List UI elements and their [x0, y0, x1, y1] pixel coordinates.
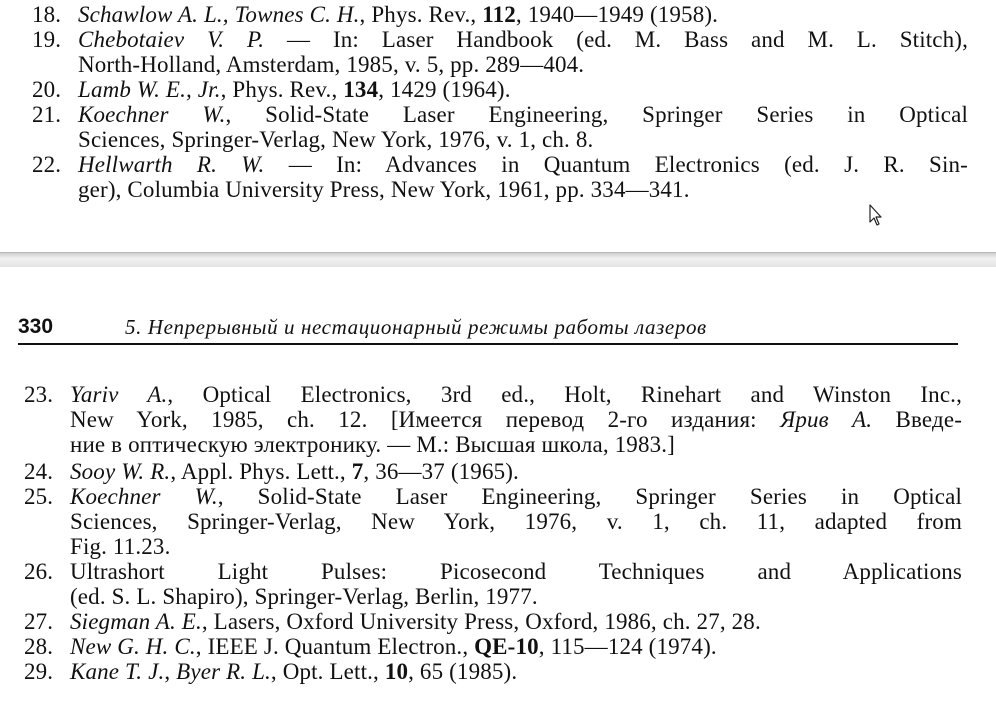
- reference-text: North-Holland, Amsterdam, 1985, v. 5, pp. 289—404.: [78, 52, 585, 77]
- reference-number: 20.: [32, 77, 62, 102]
- reference-text: ,: [164, 659, 177, 684]
- reference-number: 19.: [32, 27, 62, 52]
- reference-entry: [24, 559, 962, 609]
- reference-line: [70, 382, 962, 407]
- volume-number: 10: [384, 659, 409, 684]
- reference-text: , 36—37 (1965).: [363, 459, 519, 484]
- author-name: Hellwarth R. W.: [78, 152, 265, 177]
- reference-line: [70, 534, 962, 559]
- reference-entry: [24, 659, 962, 684]
- author-name: Sooy W. R.: [70, 459, 171, 484]
- reference-line: [78, 152, 968, 177]
- reference-text: , Phys. Rev.,: [220, 77, 344, 102]
- author-name: Ярив А.: [780, 407, 873, 432]
- reference-entry: [32, 152, 968, 202]
- running-header-title: 5. Непрерывный и нестационарный режимы работы лазеров: [125, 315, 707, 339]
- arrow-cursor-icon: [868, 204, 884, 228]
- reference-line: [70, 459, 962, 484]
- reference-text: — In: Laser Handbook (ed. M. Bass and M. L. Stitch),: [264, 27, 968, 52]
- reference-line: [78, 102, 968, 127]
- reference-entry: [24, 459, 962, 484]
- reference-text: , 1940—1949 (1958).: [515, 2, 719, 27]
- reference-text: Ultrashort Light Pulses: Picosecond Techniques and Applications: [70, 559, 962, 584]
- reference-number: 21.: [32, 102, 62, 127]
- author-name: Koechner W.: [70, 484, 218, 509]
- author-name: Byer R. L.: [176, 659, 271, 684]
- volume-number: 112: [482, 2, 516, 27]
- page-separator: [0, 252, 996, 268]
- reference-number: 18.: [32, 2, 62, 27]
- reference-line: [70, 609, 962, 634]
- author-name: Kane T. J.: [70, 659, 165, 684]
- author-name: Yariv A.: [70, 382, 168, 407]
- reference-text: , Optical Electronics, 3rd ed., Holt, Rinehart and Winston Inc.,: [167, 382, 962, 407]
- reference-text: ger), Columbia University Press, New York, 1961, pp. 334—341.: [78, 177, 690, 202]
- reference-text: , Phys. Rev.,: [359, 2, 483, 27]
- reference-entry: [24, 382, 962, 457]
- reference-text: Введе-: [872, 407, 963, 432]
- author-name: Schawlow A. L., Townes C. H.: [78, 2, 360, 27]
- reference-line: [70, 559, 962, 584]
- reference-text: , Appl. Phys. Lett.,: [170, 459, 352, 484]
- reference-text: , Solid-State Laser Engineering, Springer Series in Optical: [225, 102, 968, 127]
- reference-line: [78, 177, 968, 202]
- reference-line: [70, 432, 962, 457]
- reference-line: [78, 27, 968, 52]
- reference-line: [70, 659, 962, 684]
- reference-text: , IEEE J. Quantum Electron.,: [195, 634, 475, 659]
- volume-number: 7: [351, 459, 364, 484]
- reference-line: [78, 2, 968, 27]
- reference-number: 22.: [32, 152, 62, 177]
- reference-number: 27.: [24, 609, 54, 634]
- reference-line: [70, 634, 962, 659]
- reference-number: 29.: [24, 659, 54, 684]
- reference-line: [70, 509, 962, 534]
- reference-line: [70, 407, 962, 432]
- running-header: [18, 313, 958, 345]
- reference-number: 24.: [24, 459, 54, 484]
- reference-entry: [24, 609, 962, 634]
- reference-line: [70, 584, 962, 609]
- author-name: New G. H. C.: [70, 634, 196, 659]
- reference-line: [70, 484, 962, 509]
- reference-entry: [24, 484, 962, 559]
- author-name: Lamb W. E., Jr.: [78, 77, 221, 102]
- reference-line: [78, 52, 968, 77]
- reference-number: 28.: [24, 634, 54, 659]
- reference-entry: [32, 27, 968, 77]
- author-name: Koechner W.: [78, 102, 226, 127]
- reference-line: [78, 77, 968, 102]
- page-number: 330: [18, 315, 54, 338]
- reference-text: , 1429 (1964).: [378, 77, 511, 102]
- reference-text: (ed. S. L. Shapiro), Springer-Verlag, Berlin, 1977.: [70, 584, 538, 609]
- volume-number: 134: [343, 77, 379, 102]
- reference-text: Sciences, Springer-Verlag, New York, 1976, v. 1, ch. 8.: [78, 127, 594, 152]
- reference-text: New York, 1985, ch. 12. [Имеется перевод 2-го издания:: [70, 407, 781, 432]
- reference-text: , 65 (1985).: [408, 659, 518, 684]
- reference-text: Sciences, Springer-Verlag, New York, 1976, v. 1, ch. 11, adapted from: [70, 509, 962, 534]
- reference-number: 26.: [24, 559, 54, 584]
- reference-number: 23.: [24, 382, 54, 407]
- reference-text: — In: Advances in Quantum Electronics (ed. J. R. Sin-: [264, 152, 968, 177]
- reference-text: ние в оптическую электронику. — М.: Высшая школа, 1983.]: [70, 432, 675, 457]
- reference-entry: [32, 2, 968, 27]
- author-name: Siegman A. E.: [70, 609, 202, 634]
- author-name: Chebotaiev V. P.: [78, 27, 265, 52]
- reference-text: Fig. 11.23.: [70, 534, 171, 559]
- reference-text: , 115—124 (1974).: [538, 634, 717, 659]
- reference-line: [78, 127, 968, 152]
- reference-text: , Solid-State Laser Engineering, Springer Series in Optical: [217, 484, 962, 509]
- reference-entry: [24, 634, 962, 659]
- reference-text: , Opt. Lett.,: [270, 659, 385, 684]
- reference-entry: [32, 77, 968, 102]
- reference-text: , Lasers, Oxford University Press, Oxford, 1986, ch. 27, 28.: [201, 609, 761, 634]
- volume-number: QE-10: [474, 634, 539, 659]
- reference-entry: [32, 102, 968, 152]
- reference-number: 25.: [24, 484, 54, 509]
